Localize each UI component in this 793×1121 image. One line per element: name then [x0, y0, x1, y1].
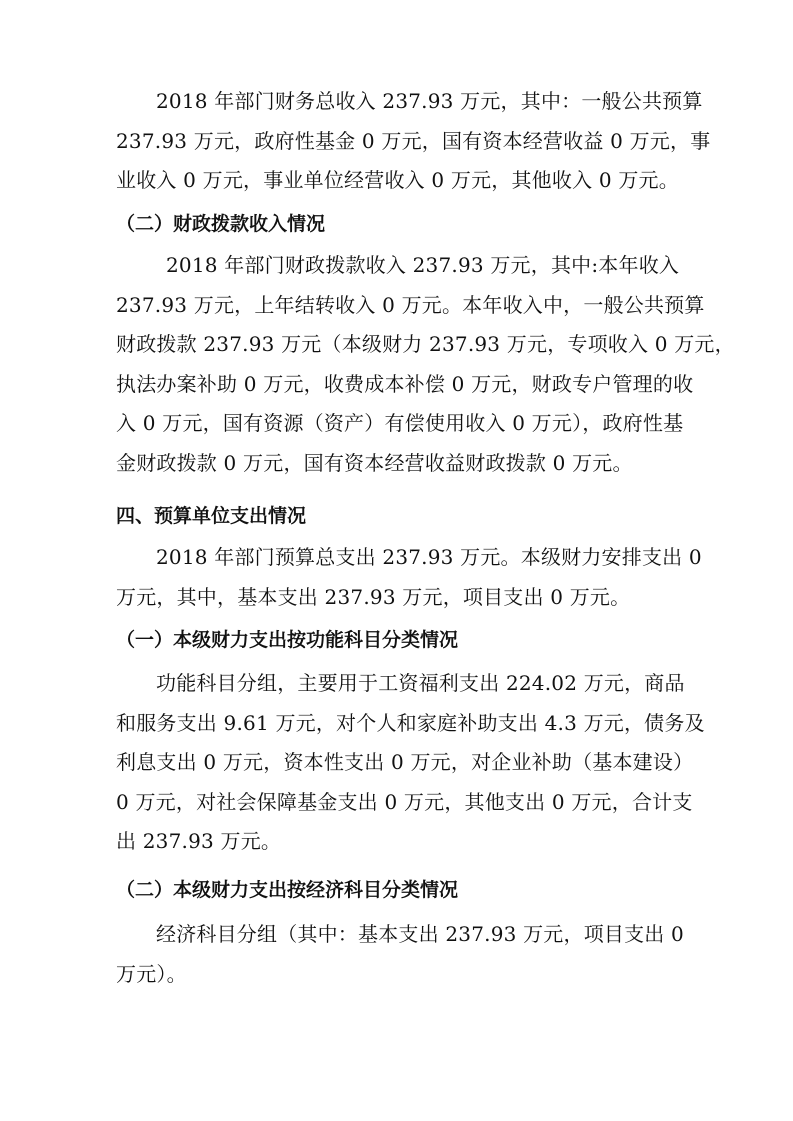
paragraph-line: 入 0 万元，国有资源（资产）有偿使用收入 0 万元），政府性基	[116, 411, 684, 436]
paragraph-line: 万元，其中，基本支出 237.93 万元，项目支出 0 万元。	[116, 584, 631, 609]
functional-paragraph	[116, 664, 705, 862]
paragraph-line: 0 万元，对社会保障基金支出 0 万元，其他支出 0 万元，合计支	[116, 789, 693, 814]
paragraph-line: 利息支出 0 万元，资本性支出 0 万元，对企业补助（基本建设）	[116, 750, 694, 775]
paragraph-line: 2018 年部门财务总收入 237.93 万元，其中：一般公共预算	[156, 89, 703, 113]
paragraph-line: 2018 年部门预算总支出 237.93 万元。本级财力安排支出 0	[156, 545, 702, 569]
paragraph-line: 237.93 万元，上年结转收入 0 万元。本年收入中，一般公共预算	[116, 292, 705, 317]
paragraph-line: 财政拨款 237.93 万元（本级财力 237.93 万元，专项收入 0 万元，	[116, 332, 735, 357]
paragraph-line: 金财政拨款 0 万元，国有资本经营收益财政拨款 0 万元。	[116, 450, 633, 475]
paragraph-line: 执法办案补助 0 万元，收费成本补偿 0 万元，财政专户管理的收	[116, 371, 694, 396]
paragraph-line: 和服务支出 9.61 万元，对个人和家庭补助支出 4.3 万元，债务及	[116, 710, 705, 735]
expenditure-paragraph	[116, 538, 702, 617]
paragraph-line: 万元）。	[116, 961, 187, 986]
paragraph-line: 出 237.93 万元。	[116, 829, 282, 854]
income-summary-paragraph	[116, 82, 711, 201]
paragraph-line: 业收入 0 万元，事业单位经营收入 0 万元，其他收入 0 万元。	[116, 168, 679, 193]
section-heading: （一）本级财力支出按功能科目分类情况	[116, 629, 459, 651]
paragraph-line: 237.93 万元，政府性基金 0 万元，国有资本经营收益 0 万元，事	[116, 128, 711, 153]
section-heading: （二）本级财力支出按经济科目分类情况	[116, 879, 459, 901]
paragraph-line: 经济科目分组（其中：基本支出 237.93 万元，项目支出 0	[156, 922, 684, 946]
paragraph-line: 功能科目分组，主要用于工资福利支出 224.02 万元，商品	[156, 671, 685, 695]
section-heading: 四、预算单位支出情况	[116, 505, 307, 527]
section-heading: （二）财政拨款收入情况	[116, 213, 326, 235]
economic-paragraph	[116, 915, 684, 994]
paragraph-line: 2018 年部门财政拨款收入 237.93 万元，其中:本年收入	[166, 253, 680, 277]
fiscal-allocation-paragraph	[116, 246, 735, 484]
